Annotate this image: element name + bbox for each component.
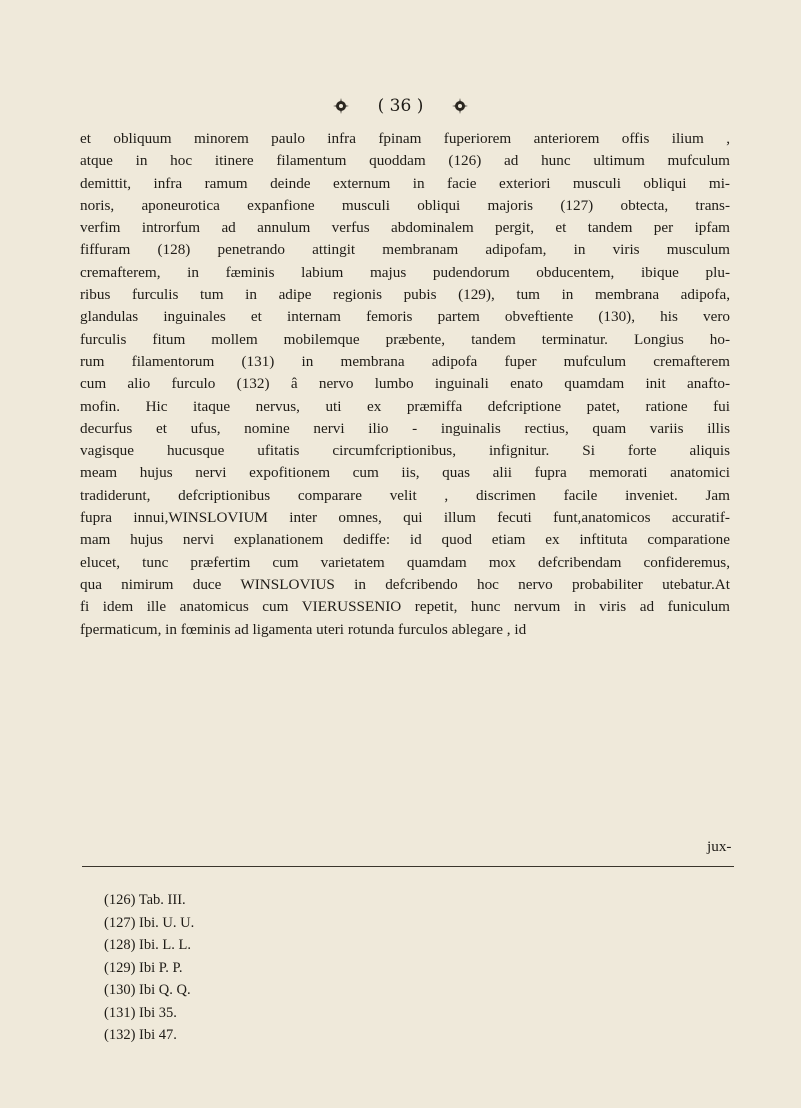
- footnote: (129) Ibi P. P.: [104, 959, 183, 976]
- text-line: elucet, tunc præfertim cum varietatem quamdam mox defcribendam confideremus,: [80, 553, 730, 571]
- text-line: meam hujus nervi expofitionem cum iis, quas alii fupra memorati anatomici: [80, 464, 730, 482]
- text-line: verfim introrfum ad annulum verfus abdominalem pergit, et tandem per ipfam: [80, 219, 730, 237]
- footnote: (131) Ibi 35.: [104, 1004, 177, 1021]
- text-line: cum alio furculo (132) â nervo lumbo inguinali enato quamdam init anafto-: [80, 375, 730, 393]
- text-line: furculis fitum mollem mobilemque præbente, tandem terminatur. Longius ho-: [80, 330, 730, 348]
- footnote: (128) Ibi. L. L.: [104, 937, 191, 953]
- page-number: ( 36 ): [377, 96, 424, 116]
- text-line: fpermaticum, in fœminis ad ligamenta uteri rotunda furculos ablegare , id: [80, 620, 527, 638]
- footnote: (127) Ibi. U. U.: [104, 914, 195, 931]
- text-line: qua nimirum duce WINSLOVIUS in defcribendo hoc nervo probabiliter utebatur.At: [80, 575, 730, 593]
- footnote: (126) Tab. III.: [104, 892, 186, 908]
- text-line: et obliquum minorem paulo infra fpinam fuperiorem anteriorem offis ilium ,: [80, 130, 730, 147]
- text-line: ribus furculis tum in adipe regionis pubis (129), tum in membrana adipofa,: [80, 286, 730, 304]
- footnote-divider: [82, 866, 734, 867]
- footnote: (130) Ibi Q. Q.: [104, 982, 191, 998]
- footnote: (132) Ibi 47.: [104, 1027, 177, 1043]
- text-line: tradiderunt, defcriptionibus comparare velit , discrimen facile inveniet. Jam: [80, 486, 730, 504]
- text-line: mam hujus nervi explanationem dediffe: id quod etiam ex inftituta comparatione: [80, 531, 730, 549]
- left-ornament-icon: [332, 97, 350, 115]
- page-header: [0, 96, 801, 116]
- text-line: rum filamentorum (131) in membrana adipofa fuper mufculum cremafterem: [80, 352, 730, 370]
- main-text: [80, 128, 730, 641]
- text-line: fupra innui,WINSLOVIUM inter omnes, qui illum fecuti funt,anatomicos accuratif-: [80, 509, 730, 527]
- catchword: jux-: [707, 838, 732, 855]
- text-line: decurfus et ufus, nomine nervi ilio - inguinalis rectius, quam variis illis: [80, 419, 730, 437]
- text-line: vagisque hucusque ufitatis circumfcriptionibus, infignitur. Si forte aliquis: [80, 442, 730, 460]
- footnotes: [104, 889, 194, 1047]
- text-line: glandulas inguinales et internam femoris partem obveftiente (130), his vero: [80, 308, 730, 326]
- text-line: fiffuram (128) penetrando attingit membranam adipofam, in viris musculum: [80, 241, 730, 259]
- text-line: noris, aponeurotica expanfione musculi obliqui majoris (127) obtecta, trans-: [80, 196, 730, 214]
- right-ornament-icon: [451, 97, 469, 115]
- text-line: cremafterem, in fæminis labium majus pudendorum obducentem, ibique plu-: [80, 263, 730, 281]
- text-line: mofin. Hic itaque nervus, uti ex præmiffa defcriptione patet, ratione fui: [80, 397, 730, 415]
- text-line: fi idem ille anatomicus cum VIERUSSENIO repetit, hunc nervum in viris ad funiculum: [80, 598, 730, 616]
- text-line: atque in hoc itinere filamentum quoddam (126) ad hunc ultimum mufculum: [80, 152, 730, 170]
- text-line: demittit, infra ramum deinde externum in facie exteriori musculi obliqui mi-: [80, 174, 730, 192]
